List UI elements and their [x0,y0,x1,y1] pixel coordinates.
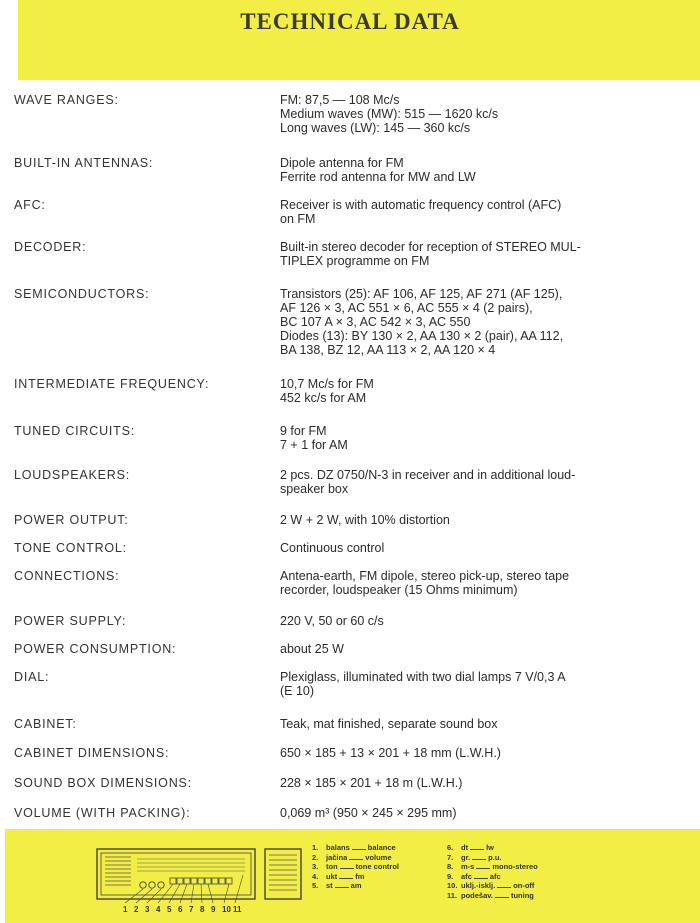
spec-value-line: Medium waves (MW): 515 — 1620 kc/s [280,107,499,121]
legend-original-term: ton [326,862,338,871]
legend-item [447,881,538,891]
spec-value [280,717,690,731]
spec-value-line: BC 107 A × 3, AC 542 × 3, AC 550 [280,315,471,329]
legend-separator [339,878,353,879]
legend-translation: lw [486,843,495,852]
spec-value [280,776,690,790]
spec-value-line: 7 + 1 for AM [280,438,348,452]
legend-original-term: balans [326,843,350,852]
legend-translation: volume [365,852,392,862]
legend-original-term: uklj.-isklj. [461,881,496,890]
legend-original-term: st [326,881,333,890]
spec-value-line: Ferrite rod antenna for MW and LW [280,170,476,184]
legend-translation: tuning [510,890,534,900]
spec-value [280,746,690,760]
knob-number: 2 [134,905,139,914]
legend-original-term: gr. [461,852,471,862]
spec-label: SEMICONDUCTORS: [14,287,150,301]
spec-label: WAVE RANGES: [14,93,119,107]
spec-value [280,541,690,555]
knob-number: 3 [145,905,150,914]
legend-item [447,853,538,863]
legend-original-term: afc [461,871,472,881]
legend-translation: tone control [355,862,400,871]
spec-value [280,424,690,452]
legend-translation: am [350,881,362,890]
legend-separator [472,859,486,860]
legend-item [447,843,538,853]
dial-scale [137,859,245,871]
legend-translation: afc [489,871,501,881]
page-title: TECHNICAL DATA [240,9,460,34]
spec-label: CABINET DIMENSIONS: [14,746,170,760]
legend-original-term: jačina [326,852,348,862]
legend-item [312,843,399,853]
spec-value-line: 2 pcs. DZ 0750/N-3 in receiver and in additional loud- [280,468,576,482]
legend-separator [335,887,349,888]
spec-label: CABINET: [14,717,77,731]
knob-number: 5 [167,905,172,914]
legend-item [312,881,399,891]
legend-item [312,862,399,872]
spec-label: CONNECTIONS: [14,569,120,583]
legend-original-term: m-s [461,862,475,871]
spec-value-line: 650 × 185 + 13 × 201 + 18 mm (L.W.H.) [280,746,501,760]
knob-number: 4 [156,905,161,914]
spec-label: AFC: [14,198,46,212]
legend-item [447,891,538,901]
legend-number: 11. [447,890,458,900]
legend-number: 5. [312,881,319,890]
spec-value-line: 228 × 185 × 201 + 18 m (L.W.H.) [280,776,463,790]
sound-box-grille [269,855,297,890]
legend-number: 6. [447,843,454,852]
spec-value-line: about 25 W [280,642,344,656]
spec-value-line: 0,069 m³ (950 × 245 × 295 mm) [280,806,457,820]
legend-number: 10. [447,881,458,890]
spec-value [280,513,690,527]
spec-value-line: Dipole antenna for FM [280,156,404,170]
spec-label: DECODER: [14,240,87,254]
spec-value [280,642,690,656]
knob-number: 11 [233,905,242,914]
legend-number: 3. [312,862,319,871]
spec-value-line: Antena-earth, FM dipole, stereo pick-up, stereo tape [280,569,570,583]
spec-label: POWER OUTPUT: [14,513,129,527]
legend-item [447,862,538,872]
knob-number: 8 [200,905,205,914]
spec-label: VOLUME (WITH PACKING): [14,806,191,820]
legend-item [312,853,399,863]
spec-value-line: BA 138, BZ 12, AA 113 × 2, AA 120 × 4 [280,343,496,357]
legend-original-term: ukt [326,871,338,881]
spec-value [280,287,690,357]
legend-original-term: dt [461,843,469,852]
legend-translation: p.u. [488,852,502,862]
spec-value-line: 9 for FM [280,424,327,438]
spec-value-line: (E 10) [280,684,315,698]
spec-value [280,93,690,135]
legend-number: 4. [312,871,319,881]
spec-value [280,670,690,698]
spec-value-line: 2 W + 2 W, with 10% distortion [280,513,450,527]
spec-value [280,240,690,268]
spec-label: SOUND BOX DIMENSIONS: [14,776,192,790]
spec-value-line: on FM [280,212,316,226]
knob-number: 7 [189,905,194,914]
legend-original-term: podešav. [461,890,493,900]
spec-value-line: Continuous control [280,541,385,555]
legend-number: 9. [447,871,454,881]
spec-value [280,198,690,226]
legend-separator [476,868,490,869]
spec-value-line: Diodes (13): BY 130 × 2, AA 130 × 2 (pair), AA 112, [280,329,564,343]
control-knobs [140,882,164,888]
receiver-speaker-grille [105,857,131,885]
spec-value [280,569,690,597]
spec-label: TONE CONTROL: [14,541,127,555]
spec-label: DIAL: [14,670,50,684]
legend-number: 2. [312,852,319,862]
knob-number: 1 [123,905,128,914]
spec-value [280,377,690,405]
spec-value-line: Plexiglass, illuminated with two dial lamps 7 V/0,3 A [280,670,566,684]
legend-number: 1. [312,843,319,852]
spec-value-line: Long waves (LW): 145 — 360 kc/s [280,121,471,135]
spec-value-line: FM: 87,5 — 108 Mc/s [280,93,400,107]
spec-value-line: Built-in stereo decoder for reception of STEREO MUL- [280,240,581,254]
spec-value-line: Receiver is with automatic frequency control (AFC) [280,198,562,212]
controls-legend-left [312,843,399,891]
legend-item [447,872,538,882]
spec-value-line: AF 126 × 3, AC 551 × 6, AC 555 × 4 (2 pairs), [280,301,533,315]
spec-label: POWER SUPPLY: [14,614,127,628]
spec-label: BUILT-IN ANTENNAS: [14,156,154,170]
legend-separator [497,887,511,888]
knob-number: 6 [178,905,183,914]
spec-value-line: 452 kc/s for AM [280,391,367,405]
knob-number: 9 [211,905,216,914]
spec-value-line: Teak, mat finished, separate sound box [280,717,498,731]
spec-label: POWER CONSUMPTION: [14,642,177,656]
legend-translation: on-off [513,881,535,890]
spec-value-line: TIPLEX programme on FM [280,254,430,268]
controls-legend-right [447,843,538,900]
legend-separator [340,868,354,869]
knob-numbers [123,905,242,914]
spec-label: INTERMEDIATE FREQUENCY: [14,377,210,391]
spec-value-line: 220 V, 50 or 60 c/s [280,614,384,628]
legend-translation: balance [367,843,396,852]
spec-value-line: Transistors (25): AF 106, AF 125, AF 271 (AF 125), [280,287,563,301]
spec-value-line: speaker box [280,482,349,496]
spec-value [280,614,690,628]
spec-value-line: 10,7 Mc/s for FM [280,377,374,391]
knob-number: 10 [222,905,231,914]
legend-separator [352,849,366,850]
legend-number: 8. [447,862,454,871]
legend-separator [495,897,509,898]
spec-value [280,468,690,496]
legend-translation: mono-stereo [492,862,538,871]
legend-separator [474,878,488,879]
sound-box [265,849,301,899]
spec-label: TUNED CIRCUITS: [14,424,136,438]
spec-value [280,806,690,820]
legend-item [312,872,399,882]
spec-value [280,156,690,184]
receiver-diagram [95,845,320,917]
push-buttons [170,878,232,884]
spec-label: LOUDSPEAKERS: [14,468,130,482]
spec-value-line: recorder, loudspeaker (15 Ohms minimum) [280,583,518,597]
legend-separator [349,859,363,860]
legend-translation: fm [355,871,365,881]
legend-number: 7. [447,852,454,862]
legend-separator [470,849,484,850]
